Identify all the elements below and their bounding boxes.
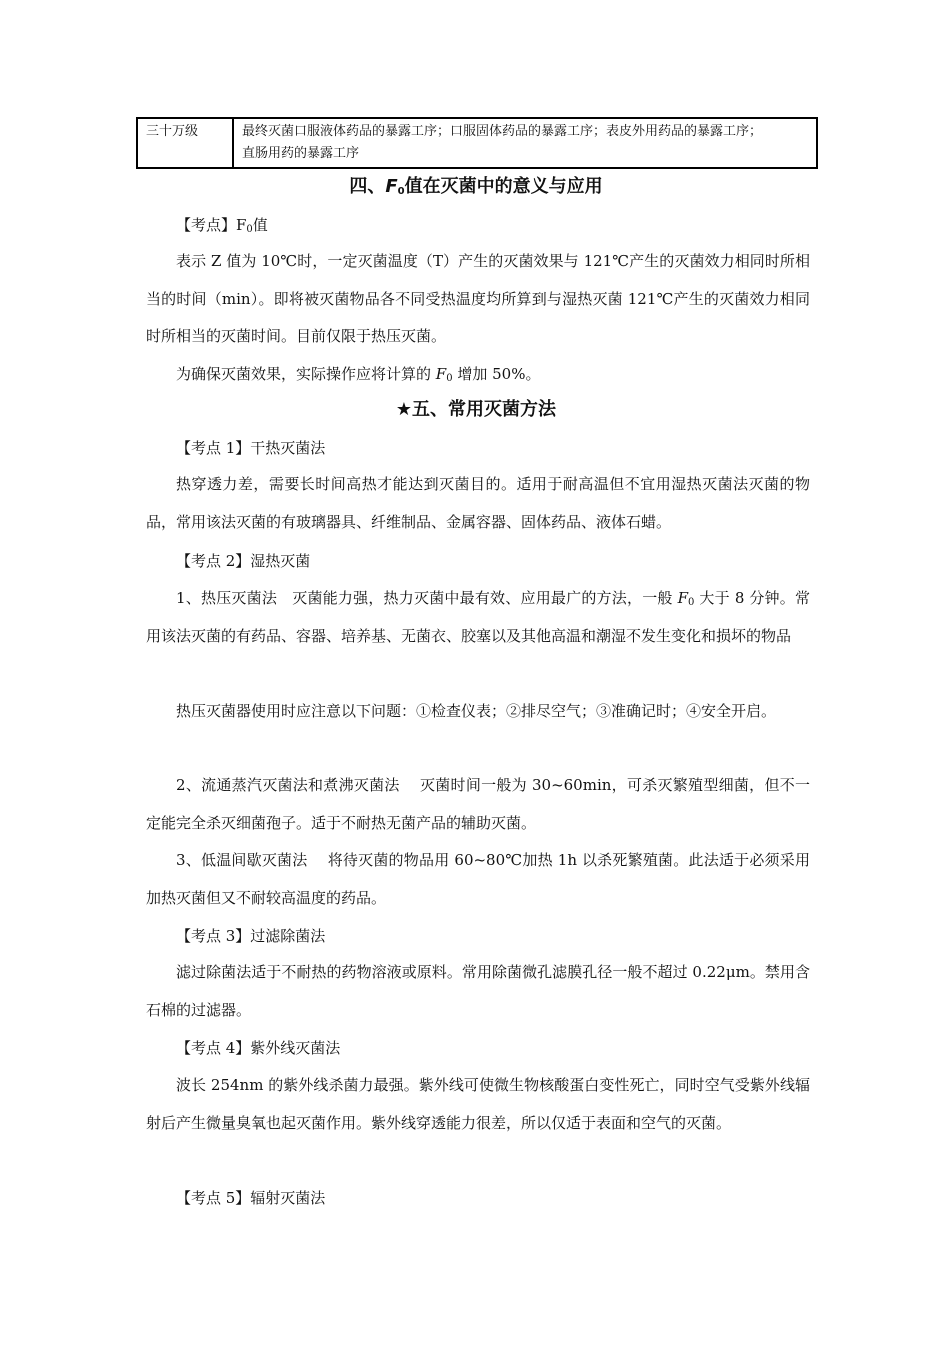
grade-cell: 三十万级 — [137, 118, 233, 168]
low-temp-intermittent-paragraph: 3、低温间歇灭菌法 将待灭菌的物品用 60~80℃加热 1h 以杀死繁殖菌。此法适于必须采用加热灭菌但又不耐较高温度的药品。 — [146, 851, 810, 907]
f0-increase-paragraph: 为确保灭菌效果，实际操作应将计算的 $F_0$ 增加 50%。 — [176, 365, 541, 384]
kaodian-5-label: 【考点 5】辐射灭菌法 — [176, 1189, 326, 1207]
section-5-heading: ★五、常用灭菌方法 — [395, 399, 557, 420]
autoclave-paragraph: 1、热压灭菌法 灭菌能力强，热力灭菌中最有效、应用最广的方法，一般 $F_0$ 大于 8 分钟。常用该法灭菌的有药品、容器、培养基、无菌衣、胶塞以及其他高温和潮湿不发生变化和损坏的物品 — [146, 589, 810, 645]
f0-definition-paragraph: 表示 Z 值为 10℃时，一定灭菌温度（T）产生的灭菌效果与 121℃产生的灭菌效力相同时所相当的时间（min）。即将被灭菌物品各不同受热温度均所算到与湿热灭菌 121℃产生的灭菌效力相同时所相当的灭菌时间。目前仅限于热压灭菌。 — [146, 252, 810, 345]
kaodian-1-label: 【考点 1】干热灭菌法 — [176, 439, 326, 457]
kaodian-4-label: 【考点 4】紫外线灭菌法 — [176, 1039, 341, 1057]
dry-heat-paragraph: 热穿透力差，需要长时间高热才能达到灭菌目的。适用于耐高温但不宜用湿热灭菌法灭菌的物品，常用该法灭菌的有玻璃器具、纤维制品、金属容器、固体药品、液体石蜡。 — [146, 475, 810, 531]
table-row — [137, 118, 817, 168]
section-4-heading: 四、$F_0$值在灭菌中的意义与应用 — [349, 176, 603, 197]
ultraviolet-paragraph: 波长 254nm 的紫外线杀菌力最强。紫外线可使微生物核酸蛋白变性死亡，同时空气受紫外线辐射后产生微量臭氧也起灭菌作用。紫外线穿透能力很差，所以仅适于表面和空气的灭菌。 — [146, 1076, 810, 1132]
cleanroom-grade-table — [136, 117, 818, 169]
description-line-2: 直肠用药的暴露工序 — [242, 146, 360, 161]
flowing-steam-paragraph: 2、流通蒸汽灭菌法和煮沸灭菌法 灭菌时间一般为 30~60min，可杀灭繁殖型细菌，但不一定能完全杀灭细菌孢子。适于不耐热无菌产品的辅助灭菌。 — [146, 776, 810, 832]
filtration-paragraph: 滤过除菌法适于不耐热的药物溶液或原料。常用除菌微孔滤膜孔径一般不超过 0.22μm。禁用含石棉的过滤器。 — [146, 963, 810, 1019]
description-cell — [233, 118, 817, 168]
kaodian-3-label: 【考点 3】过滤除菌法 — [176, 927, 326, 945]
kaodian-f0-label: 【考点】$F_0$值 — [176, 216, 268, 235]
description-line-1: 最终灭菌口服液体药品的暴露工序；口服固体药品的暴露工序；表皮外用药品的暴露工序； — [242, 124, 763, 139]
autoclave-note-paragraph: 热压灭菌器使用时应注意以下问题：①检查仪表；②排尽空气；③准确记时；④安全开启。 — [176, 702, 777, 720]
kaodian-2-label: 【考点 2】湿热灭菌 — [176, 552, 311, 570]
